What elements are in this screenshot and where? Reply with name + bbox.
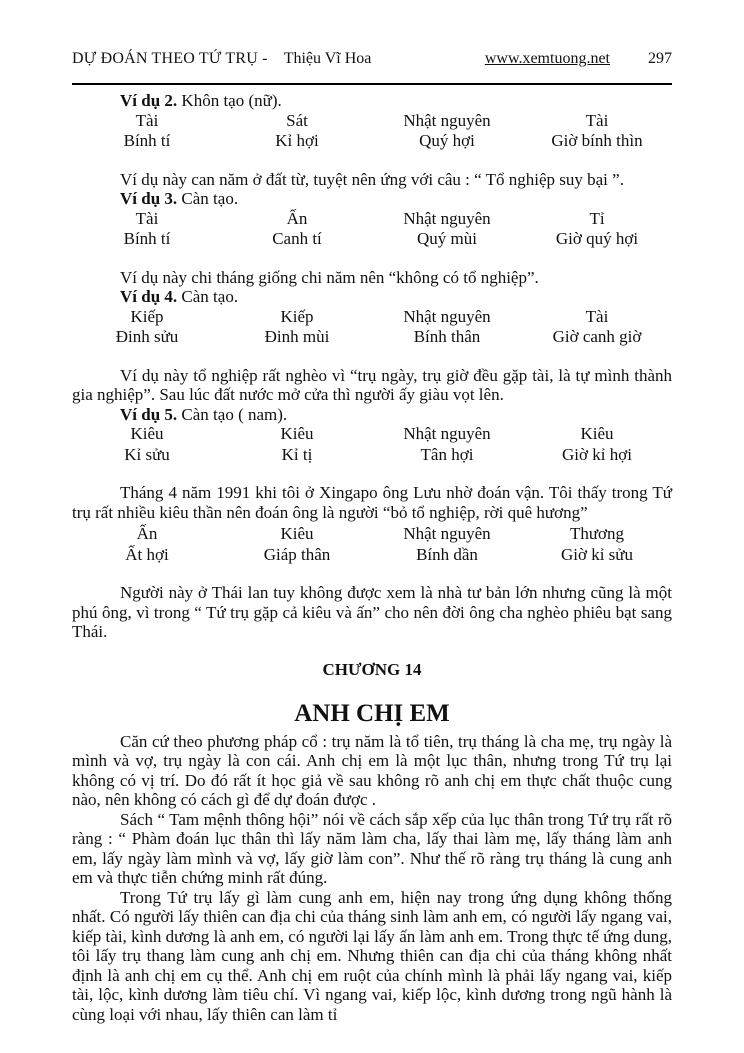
- pillar-god-row: [72, 209, 672, 230]
- pillar-stem-branch-cell: Đinh sửu: [115, 327, 179, 346]
- example-4-pillar-table: [72, 307, 672, 348]
- pillar-god-cell: Nhật nguyên: [403, 524, 491, 543]
- pillar-stem-branch-cell: Quý hợi: [419, 131, 475, 150]
- pillar-god-cell: Kiêu: [130, 424, 164, 443]
- pillar-god-row: [72, 424, 672, 445]
- page-body: [72, 91, 672, 1024]
- pillar-god-cell: Kiếp: [130, 306, 164, 326]
- example-2-heading: [72, 91, 672, 111]
- example-3-title: Càn tạo.: [181, 189, 239, 208]
- pillar-god-cell: Thương: [569, 524, 625, 543]
- author-name: Thiệu Vĩ Hoa: [283, 50, 372, 67]
- header-rule: [72, 83, 672, 85]
- pillar-god-cell: Kiêu: [280, 524, 314, 543]
- example-5-label: Ví dụ 5.: [120, 404, 178, 424]
- pillar-god-row: [72, 111, 672, 132]
- pillar-stem-branch-cell: Giáp thân: [263, 544, 331, 564]
- chapter-paragraph-3: Trong Tứ trụ lấy gì làm cung anh em, hiện nay trong ứng dụng không thống nhất. Có người lấy thiên can địa chi của tháng sinh làm anh em, có người lấy ngang vai, kiếp tài, kình dương là anh em, có người lại lấy ấn làm anh em. Trong thực tế ứng dung, tôi lấy trụ thang làm cung anh chị em. Nhưng thiên can địa chi của tháng không nhất định là anh chị em cụ thể. Anh chị em ruột của chính mình là phải lấy ngang vai, kiếp tài, lộc, kình dương làm tiêu chí. Vì ngang vai, kiếp lộc, kình dương trong ngũ hành là cùng loại với nhau, lấy thiên can làm tỉ: [72, 887, 672, 1024]
- pillar-stem-branch-cell: Kỉ hợi: [275, 131, 319, 150]
- pillar-god-cell: Tài: [585, 110, 609, 130]
- example-3-heading: [72, 189, 672, 209]
- example-2-label: Ví dụ 2.: [120, 91, 178, 110]
- example-3-label: Ví dụ 3.: [120, 189, 178, 208]
- pillar-stem-branch-row: [72, 327, 672, 348]
- pillar-stem-branch-cell: Ất hợi: [125, 544, 169, 564]
- example-5-title: Càn tạo ( nam).: [181, 404, 288, 424]
- pillar-god-cell: Tài: [585, 306, 609, 326]
- example-3-note: Ví dụ này chi tháng giống chi năm nên “không có tổ nghiệp”.: [120, 267, 539, 287]
- pillar-stem-branch-row: [72, 229, 672, 250]
- pillar-god-cell: Tài: [135, 208, 159, 228]
- book-title: DỰ ĐOÁN THEO TỨ TRỤ -: [72, 50, 268, 67]
- example-2-title: Khôn tạo (nữ).: [181, 91, 282, 110]
- pillar-god-cell: Nhật nguyên: [403, 208, 491, 228]
- chapter-paragraph-1: Căn cứ theo phương pháp cổ : trụ năm là tổ tiên, trụ tháng là cha mẹ, trụ ngày là mình và vợ, trụ ngày là con cái. Anh chị em là một lục thân, nhưng trong Tứ trụ lại không có vị trí. Do đó rất ít học giả về sau không rõ anh chị em thực chất thuộc cung nào, nên không có cách gì để dự đoán được .: [72, 731, 672, 809]
- example-4-label: Ví dụ 4.: [120, 287, 178, 306]
- pillar-stem-branch-cell: Bính thân: [413, 327, 481, 346]
- example-4-heading: [72, 287, 672, 307]
- website-link[interactable]: www.xemtuong.net: [484, 50, 610, 67]
- example-4-note: Ví dụ này tổ nghiệp rất nghèo vì “trụ ngày, trụ giờ đều gặp tài, là tự mình thành gia nghiệp”. Sau lúc đất nước mở cửa thì người ấy giàu vọt lên.: [72, 365, 672, 404]
- pillar-stem-branch-cell: Bính dần: [416, 544, 478, 564]
- pillar-stem-branch-row: [72, 545, 672, 566]
- pillar-stem-branch-cell: Giờ bính thìn: [551, 131, 643, 150]
- pillar-stem-branch-cell: Kỉ tị: [281, 444, 313, 464]
- pillar-stem-branch-cell: Quý mùi: [417, 229, 477, 248]
- chapter-paragraph-2: Sách “ Tam mệnh thông hội” nói về cách sắp xếp của lục thân trong Tứ trụ rất rõ ràng : “ Phàm đoán lục thân thì lấy năm làm cha, lấy thai làm mẹ, lấy tháng làm anh em, lấy ngày làm mình và vợ, lấy giờ làm con”. Như thế rõ ràng trụ tháng là cung anh em và thực tiễn chứng minh rất đúng.: [72, 809, 672, 887]
- example-5b-pillar-table: [72, 524, 672, 565]
- example-4-title: Càn tạo.: [181, 287, 239, 306]
- pillar-stem-branch-cell: Đinh mùi: [264, 327, 330, 346]
- pillar-god-cell: Kiêu: [580, 424, 614, 443]
- example-5b-note: Người này ở Thái lan tuy không được xem là nhà tư bản lớn nhưng cũng là một phú ông, vì trong “ Tứ trụ gặp cả kiêu và ấn” cho nên đời ông cha nghèo phiêu bạt sang Thái.: [72, 583, 672, 641]
- chapter-title: ANH CHỊ EM: [294, 699, 450, 727]
- page-header: [72, 50, 672, 68]
- pillar-stem-branch-cell: Canh tí: [272, 229, 322, 248]
- chapter-number: CHƯƠNG 14: [322, 659, 422, 679]
- pillar-god-cell: Sát: [286, 110, 308, 130]
- pillar-stem-branch-cell: Giờ kỉ sửu: [560, 544, 634, 564]
- pillar-god-row: [72, 307, 672, 328]
- example-2-pillar-table: [72, 111, 672, 152]
- pillar-god-cell: Ấn: [136, 524, 158, 543]
- pillar-god-cell: Nhật nguyên: [403, 306, 491, 326]
- pillar-god-cell: Nhật nguyên: [403, 424, 491, 443]
- pillar-god-cell: Ấn: [286, 208, 308, 228]
- pillar-stem-branch-cell: Bính tí: [123, 229, 171, 248]
- example-5-pillar-table: [72, 424, 672, 465]
- pillar-stem-branch-cell: Giờ kỉ hợi: [562, 444, 632, 464]
- pillar-stem-branch-cell: Giờ canh giờ: [552, 327, 642, 346]
- pillar-stem-branch-cell: Giờ quý hợi: [555, 229, 639, 248]
- pillar-god-row: [72, 524, 672, 545]
- pillar-stem-branch-row: [72, 445, 672, 466]
- pillar-god-cell: Tỉ: [589, 208, 605, 228]
- pillar-stem-branch-cell: Kỉ sửu: [124, 444, 170, 464]
- page-number: 297: [648, 50, 672, 67]
- example-5-heading: [72, 405, 672, 425]
- example-5-note: Tháng 4 năm 1991 khi tôi ở Xingapo ông Lưu nhờ đoán vận. Tôi thấy trong Tứ trụ rất nhiều kiêu thần nên đoán ông là người “bỏ tổ nghiệp, rời quê hương”: [72, 483, 672, 522]
- pillar-god-cell: Nhật nguyên: [403, 110, 491, 130]
- pillar-god-cell: Kiêu: [280, 424, 314, 443]
- example-3-pillar-table: [72, 209, 672, 250]
- pillar-stem-branch-row: [72, 131, 672, 152]
- pillar-god-cell: Tài: [135, 110, 159, 130]
- pillar-god-cell: Kiếp: [280, 306, 314, 326]
- pillar-stem-branch-cell: Tân hợi: [420, 444, 474, 464]
- example-2-note: Ví dụ này can năm ở đất từ, tuyệt nên ứng với câu : “ Tổ nghiệp suy bại ”.: [120, 169, 624, 189]
- pillar-stem-branch-cell: Bính tí: [123, 131, 171, 150]
